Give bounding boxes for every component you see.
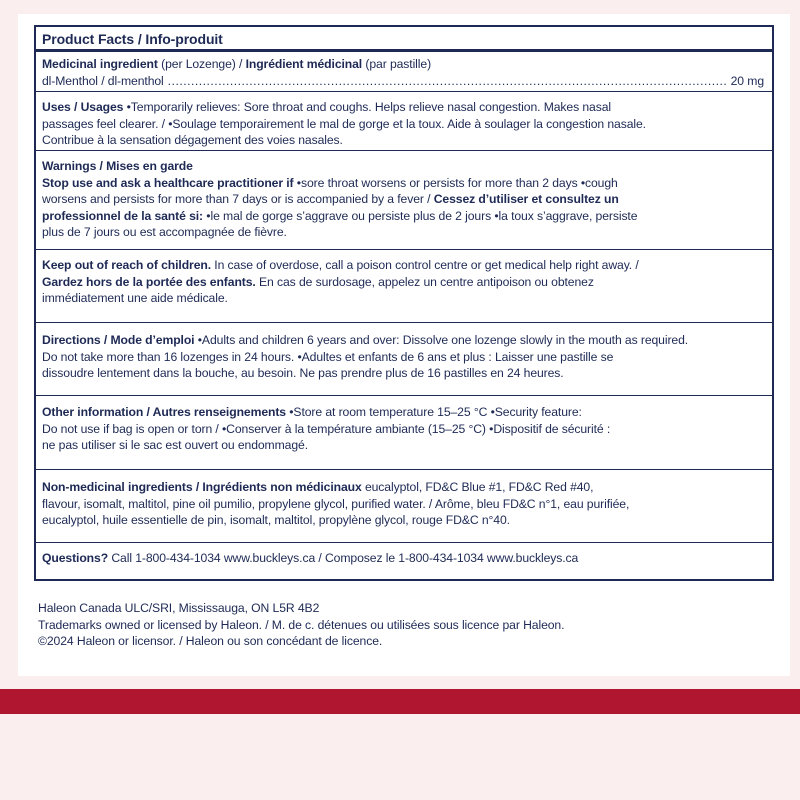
copyright-notice: ©2024 Haleon or licensor. / Haleon ou son concédant de licence. bbox=[38, 634, 383, 648]
directions-text: •Adults and children 6 years and over: Dissolve one lozenge slowly in the mouth as required. bbox=[194, 333, 689, 347]
keep-out-section bbox=[36, 250, 772, 323]
trademark-notice: Trademarks owned or licensed by Haleon. / M. de c. détenues ou utilisées sous licence par Haleon. bbox=[38, 617, 565, 632]
non-medicinal-text: eucalyptol, huile essentielle de pin, isomalt, maltitol, propylène glycol, rouge FD&C n°40. bbox=[42, 513, 510, 527]
keep-out-heading-en: Keep out of reach of children. bbox=[42, 258, 211, 272]
dot-leader bbox=[168, 73, 727, 90]
medicinal-ingredient-name: dl-Menthol / dl-menthol bbox=[42, 73, 164, 88]
manufacturer-address: Haleon Canada ULC/SRI, Mississauga, ON L5R 4B2 bbox=[38, 601, 320, 615]
medicinal-heading-fr: Ingrédient médicinal bbox=[245, 57, 363, 71]
uses-text-line: passages feel clearer. / •Soulage temporairement le mal de gorge et la toux. Aide à soulager la congestion nasale. bbox=[42, 116, 646, 131]
non-medicinal-section bbox=[36, 470, 772, 543]
directions-text: Do not take more than 16 lozenges in 24 hours. •Adultes et enfants de 6 ans et plus : Laisser une pastille se bbox=[42, 349, 614, 364]
medicinal-heading-en: Medicinal ingredient bbox=[42, 57, 158, 71]
medicinal-heading-en-qualifier: (per Lozenge) / bbox=[157, 57, 246, 71]
keep-out-text: En cas de surdosage, appelez un centre antipoison ou obtenez bbox=[255, 274, 594, 289]
other-information-section bbox=[36, 396, 772, 470]
uses-section bbox=[36, 92, 772, 151]
medicinal-heading-fr-qualifier: (par pastille) bbox=[362, 57, 432, 71]
other-information-text: •Store at room temperature 15–25 °C •Security feature: bbox=[285, 405, 582, 419]
product-facts-table bbox=[34, 25, 774, 581]
warnings-text: plus de 7 jours ou est accompagnée de fièvre. bbox=[42, 225, 287, 239]
uses-text-line: Contribue à la sensation dégagement des voies nasales. bbox=[42, 133, 343, 147]
non-medicinal-text: flavour, isomalt, maltitol, pine oil pumilio, propylene glycol, purified water. / Arôme, bleu FD&C n°1, eau purifiée, bbox=[42, 496, 630, 511]
non-medicinal-label: Non-medicinal ingredients / Ingrédients non médicinaux bbox=[42, 480, 362, 494]
medicinal-ingredient-section bbox=[36, 52, 772, 92]
uses-label: Uses / Usages bbox=[42, 100, 124, 114]
warnings-text: •sore throat worsens or persists for more than 2 days •cough bbox=[293, 175, 618, 190]
warnings-section bbox=[36, 151, 772, 250]
medicinal-heading bbox=[42, 56, 764, 73]
product-facts-title: Product Facts / Info-produit bbox=[36, 27, 772, 52]
other-information-text: ne pas utiliser si le sac est ouvert ou endommagé. bbox=[42, 438, 308, 452]
cessez-heading: Cessez d’utiliser et consultez un bbox=[433, 192, 619, 206]
questions-section bbox=[36, 543, 772, 579]
warnings-text: worsens and persists for more than 7 days or is accompanied by a fever / bbox=[42, 192, 434, 206]
keep-out-heading-fr: Gardez hors de la portée des enfants. bbox=[42, 274, 256, 289]
manufacturer-footer bbox=[38, 600, 564, 650]
directions-text: dissoudre lentement dans la bouche, au besoin. Ne pas prendre plus de 16 pastilles en 24 heures. bbox=[42, 366, 564, 380]
red-brand-band bbox=[0, 689, 800, 714]
directions-section bbox=[36, 323, 772, 396]
keep-out-text: In case of overdose, call a poison control centre or get medical help right away. / bbox=[211, 258, 639, 272]
keep-out-text: immédiatement une aide médicale. bbox=[42, 291, 228, 305]
non-medicinal-text: eucalyptol, FD&C Blue #1, FD&C Red #40, bbox=[361, 480, 594, 494]
directions-label: Directions / Mode d’emploi bbox=[42, 333, 195, 347]
warnings-label: Warnings / Mises en garde bbox=[42, 159, 193, 173]
questions-text: Call 1-800-434-1034 www.buckleys.ca / Composez le 1-800-434-1034 www.buckleys.ca bbox=[108, 551, 579, 565]
cessez-heading-cont: professionnel de la santé si: bbox=[42, 208, 204, 223]
medicinal-ingredient-row bbox=[42, 73, 764, 90]
warnings-text: •le mal de gorge s’aggrave ou persiste plus de 2 jours •la toux s’aggrave, persiste bbox=[203, 208, 638, 223]
questions-label: Questions? bbox=[42, 551, 109, 565]
stop-use-heading: Stop use and ask a healthcare practitioner if bbox=[42, 175, 294, 190]
label-sheet bbox=[18, 14, 790, 676]
medicinal-ingredient-amount: 20 mg bbox=[730, 73, 764, 88]
other-information-text: Do not use if bag is open or torn / •Conserver à la température ambiante (15–25 °C) •Dispositif de sécurité : bbox=[42, 421, 611, 436]
other-information-label: Other information / Autres renseignements bbox=[42, 405, 286, 419]
uses-text-line: •Temporarily relieves: Sore throat and coughs. Helps relieve nasal congestion. Makes nasal bbox=[123, 100, 612, 114]
